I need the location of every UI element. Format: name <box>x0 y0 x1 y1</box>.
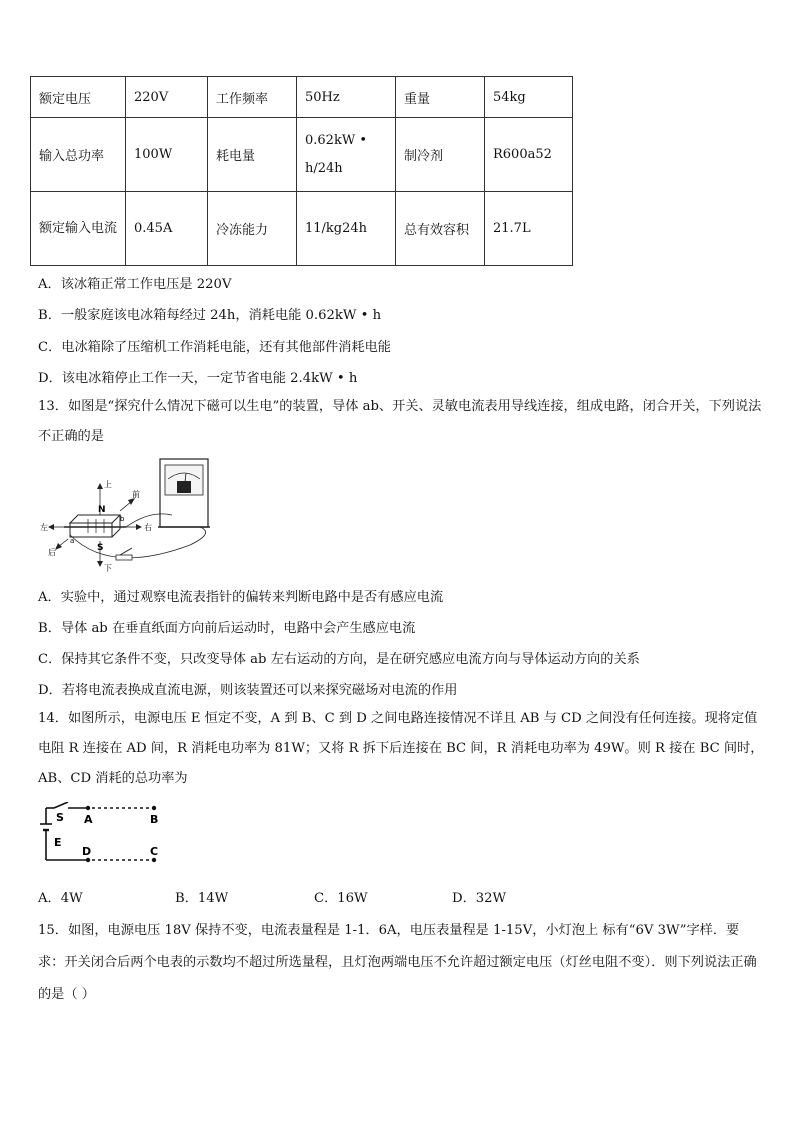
label-node-b: B <box>150 813 159 826</box>
table-row <box>31 77 573 118</box>
table-cell: 冷冻能力 <box>208 192 297 266</box>
table-cell: 总有效容积 <box>396 192 485 266</box>
q13-option-b: B．导体 ab 在垂直纸面方向前后运动时，电路中会产生感应电流 <box>38 621 416 636</box>
label-source: E <box>54 836 62 849</box>
q12-option-d: D．该电冰箱停止工作一天，一定节省电能 2.4kW • h <box>38 371 358 386</box>
label-switch: S <box>56 811 64 824</box>
q13-option-d: D．若将电流表换成直流电源，则该装置还可以来探究磁场对电流的作用 <box>38 683 458 698</box>
induction-experiment-figure <box>40 455 226 575</box>
label-front: 前 <box>132 490 140 499</box>
q12-option-c: C．电冰箱除了压缩机工作消耗电能，还有其他部件消耗电能 <box>38 340 391 355</box>
label-down: 下 <box>104 564 112 573</box>
q13-stem: 13．如图是“探究什么情况下磁可以生电”的装置，导体 ab、开关、灵敏电流表用导线连接，组成电路，闭合开关，下列说法不正确的是 <box>38 399 762 444</box>
q12-option-b: B．一般家庭该电冰箱每经过 24h，消耗电能 0.62kW • h <box>38 308 382 323</box>
table-cell: 54kg <box>485 77 573 118</box>
table-cell: 11/kg24h <box>297 192 396 266</box>
table-cell: R600a52 <box>485 118 573 192</box>
table-row <box>31 192 573 266</box>
q12-option-a: A．该冰箱正常工作电压是 220V <box>38 277 232 292</box>
label-a: a <box>70 537 75 545</box>
label-node-c: C <box>150 845 159 858</box>
q13-option-a: A．实验中，通过观察电流表指针的偏转来判断电路中是否有感应电流 <box>38 590 444 605</box>
q14-option-d: D．32W <box>452 891 507 906</box>
table-cell: 50Hz <box>297 77 396 118</box>
q14-option-a: A．4W <box>38 891 83 906</box>
label-node-a: A <box>84 813 93 826</box>
q14-stem: 14．如图所示，电源电压 E 恒定不变，A 到 B、C 到 D 之间电路连接情况不详且 AB 与 CD 之间没有任何连接。现将定值电阻 R 连接在 AD 间，R 消耗电功率为 81W；又将 R 拆下后连接在 BC 间，R 消耗电功率为 49W。则 R 接在 BC 间时，AB、CD 消耗的总功率为 <box>38 711 764 786</box>
spec-table <box>30 76 573 266</box>
circuit-figure <box>40 802 170 868</box>
table-cell: 制冷剂 <box>396 118 485 192</box>
label-b: b <box>120 515 125 523</box>
label-up: 上 <box>104 480 112 489</box>
table-row <box>31 118 573 192</box>
table-cell: 重量 <box>396 77 485 118</box>
table-cell: 0.62kW • h/24h <box>297 118 396 192</box>
label-back: 后 <box>48 548 56 557</box>
table-cell: 耗电量 <box>208 118 297 192</box>
table-cell: 工作频率 <box>208 77 297 118</box>
table-cell: 100W <box>126 118 208 192</box>
q13-option-c: C．保持其它条件不变，只改变导体 ab 左右运动的方向，是在研究感应电流方向与导体运动方向的关系 <box>38 652 640 667</box>
label-right: 右 <box>144 523 152 532</box>
table-cell: 输入总功率 <box>31 118 126 192</box>
q15-stem: 15．如图，电源电压 18V 保持不变，电流表量程是 1-1．6A，电压表量程是 1-15V，小灯泡上 标有“6V 3W”字样．要求：开关闭合后两个电表的示数均不超过所选量程，且灯泡两端电压不允许超过额定电压（灯丝电阻不变）．则下列说法正确的是（ ） <box>38 923 757 1002</box>
label-n: N <box>98 505 106 515</box>
q14-option-b: B．14W <box>175 891 229 906</box>
label-s: S <box>97 543 104 553</box>
label-node-d: D <box>82 845 92 858</box>
q14-option-c: C．16W <box>314 891 368 906</box>
table-cell: 额定电压 <box>31 77 126 118</box>
table-cell: 额定输入电流 <box>31 192 126 266</box>
table-cell: 21.7L <box>485 192 573 266</box>
label-left: 左 <box>40 523 48 532</box>
table-cell: 220V <box>126 77 208 118</box>
table-cell: 0.45A <box>126 192 208 266</box>
